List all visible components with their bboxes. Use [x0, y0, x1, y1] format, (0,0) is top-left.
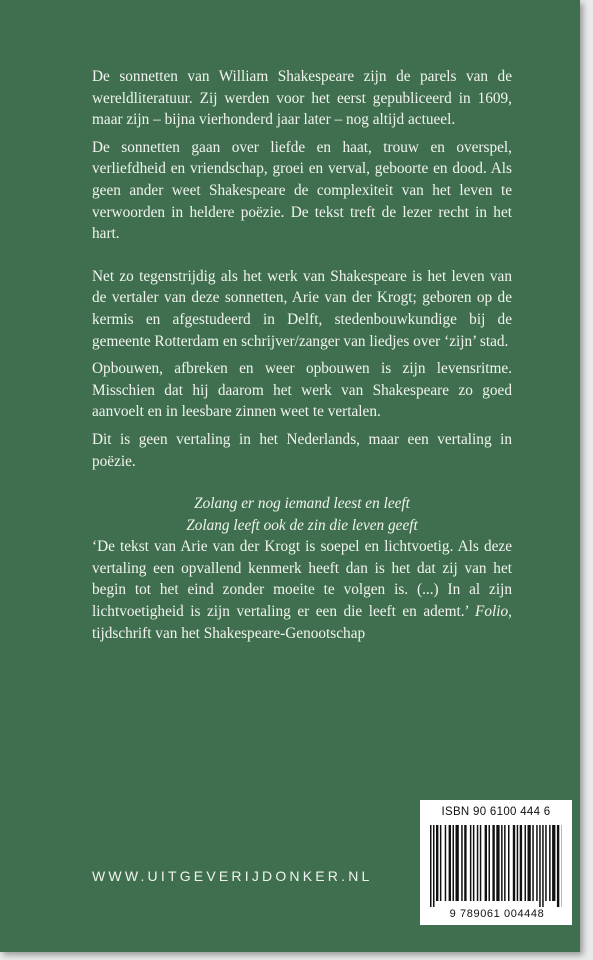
- barcode-bar: [545, 825, 547, 901]
- barcode-label: [420, 800, 572, 925]
- barcode-bar: [513, 825, 515, 901]
- barcode-bar: [504, 825, 506, 901]
- blurb-paragraph-5: Dit is geen vertaling in het Nederlands, maar een vertaling in poëzie.: [92, 430, 512, 470]
- barcode-bar: [433, 825, 435, 907]
- barcode-bar: [449, 825, 451, 901]
- barcode-bar: [470, 825, 472, 901]
- barcode-bar: [557, 825, 559, 907]
- barcode-bar: [464, 825, 466, 901]
- barcode-bar: [549, 825, 551, 901]
- barcode-bar: [440, 825, 442, 901]
- barcode-bar: [508, 825, 510, 901]
- barcode-bar: [525, 825, 527, 901]
- barcode-bar: [520, 825, 522, 901]
- barcode-bar: [501, 825, 503, 901]
- poem-line-2: Zolang leeft ook de zin die leven geeft: [186, 516, 418, 534]
- isbn-number: ISBN 90 6100 444 6: [441, 806, 551, 818]
- poem-line-1: Zolang er nog iemand leest en leeft: [194, 495, 410, 513]
- barcode-bar: [453, 825, 455, 901]
- barcode-bar: [532, 825, 534, 901]
- barcode-bar: [536, 825, 538, 901]
- barcode-bar: [445, 825, 447, 901]
- barcode-bar: [436, 825, 438, 901]
- barcode-bar: [492, 825, 494, 901]
- barcode-bar: [473, 825, 475, 901]
- barcode-bar: [430, 825, 432, 907]
- barcode-bar: [480, 825, 482, 901]
- barcode-bar: [496, 825, 499, 901]
- barcode-bar: [539, 825, 541, 907]
- blurb-paragraph-2: De sonnetten gaan over liefde en haat, trouw en overspel, verliefdheid en vriendschap, groei en verval, geboorte en dood. Als geen ander weet Shakespeare de complexiteit van het leven te verwoorden in heldere poëzie. De tekst treft de lezer recht in het hart.: [92, 138, 512, 243]
- barcode-bar: [517, 825, 519, 901]
- quote-text: ‘De tekst van Arie van der Krogt is soepel en lichtvoetig. Als deze vertaling een opvallend kenmerk heeft dan is het dat zij van het begin tot het eind zonder moeite te volgen is. (...) In al zijn lichtvoetigheid is zijn vertaling er een die leeft en ademt.’: [92, 538, 512, 621]
- barcode-bar: [477, 825, 479, 901]
- barcode-bar: [489, 825, 491, 901]
- barcode-bar: [485, 825, 487, 901]
- blurb-paragraph-1: De sonnetten van William Shakespeare zijn de parels van de wereldliteratuur. Zij werden voor het eerst gepubliceerd in 1609, maar zijn – bijna vierhonderd jaar later – nog altijd actueel.: [92, 68, 512, 129]
- blurb-text: [92, 66, 512, 644]
- barcode-bar: [528, 825, 531, 901]
- review-quote: [92, 536, 512, 644]
- quote-source: Folio,: [475, 603, 512, 621]
- quote-source-rest: tijdschrift van het Shakespeare-Genootschap: [92, 624, 366, 642]
- publisher-website: WWW.UITGEVERIJDONKER.NL: [92, 868, 373, 884]
- ean-number: 9 789061 004448: [449, 908, 545, 920]
- blurb-paragraph-3: Net zo tegenstrijdig als het werk van Shakespeare is het leven van de vertaler van deze sonnetten, Arie van der Krogt; geboren op de kermis en afgestudeerd in Delft, stedenbouwkundige bij de gemeente Rotterdam en schrijver/zanger van liedjes over ‘zijn’ stad.: [92, 267, 512, 350]
- barcode-icon: [430, 825, 562, 907]
- barcode-bar: [461, 825, 463, 901]
- poem-couplet: [92, 493, 512, 536]
- barcode-bar: [456, 825, 459, 901]
- blurb-paragraph-4: Opbouwen, afbreken en weer opbouwen is zijn levensritme. Misschien dat hij daarom het werk van Shakespeare zo goed aanvoelt en in leesbare zinnen weet te vertalen.: [92, 360, 512, 421]
- barcode-bar: [542, 825, 544, 907]
- barcode-bar: [552, 825, 555, 901]
